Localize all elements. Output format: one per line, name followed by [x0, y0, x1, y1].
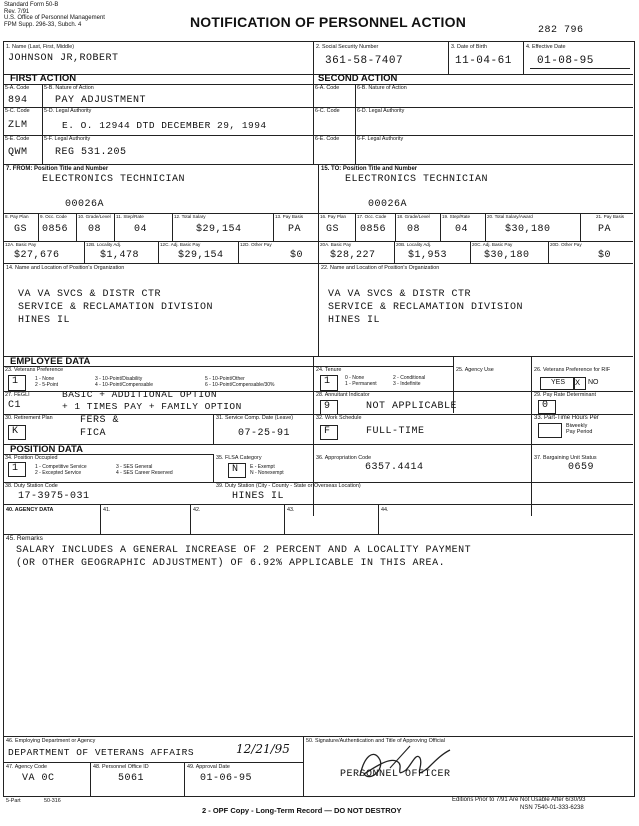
fegli-code: C1 — [8, 400, 22, 411]
position-options-col2: 3 - SES General 4 - SES Career Reserved — [116, 464, 173, 476]
to-grade: 08 — [407, 224, 421, 235]
authority-code: ZLM — [8, 120, 28, 131]
handwritten-date: 12/21/95 — [236, 742, 290, 756]
first-action-nature: PAY ADJUSTMENT — [55, 95, 147, 106]
from-occ-code: 0856 — [42, 224, 69, 235]
position-options-col1: 1 - Competitive Service 2 - Excepted Service — [35, 464, 87, 476]
bargaining-unit-status: 0659 — [568, 462, 595, 473]
tenure-options-col2: 2 - Conditional 3 - Indefinite — [393, 375, 426, 387]
pref-options-col3: 5 - 10-Point/Other 6 - 10-Point/Compensable/30% — [205, 376, 275, 388]
from-step: 04 — [134, 224, 148, 235]
rif-no-mark: X — [575, 378, 581, 388]
work-schedule-value: FULL-TIME — [366, 426, 425, 437]
remarks-text: SALARY INCLUDES A GENERAL INCREASE OF 2 PERCENT AND A LOCALITY PAYMENT (OR OTHER GEOGRAPHIC ADJUSTMENT) OF 6.92% APPLICABLE IN THIS AREA. — [16, 545, 472, 569]
to-organization: VA VA SVCS & DISTR CTR SERVICE & RECLAMATION DIVISION HINES IL — [328, 289, 524, 326]
duty-station-code: 17-3975-031 — [18, 491, 90, 502]
work-schedule-code: F — [324, 426, 331, 437]
ssn-value: 361-58-7407 — [325, 55, 404, 67]
to-locality-adj: $1,953 — [408, 250, 448, 261]
to-step: 04 — [455, 224, 469, 235]
legal-authority-2: REG 531.205 — [55, 147, 127, 158]
second-action-heading: SECOND ACTION — [318, 73, 398, 84]
personnel-office-id: 5061 — [118, 773, 145, 784]
to-occ-code: 0856 — [360, 224, 387, 235]
to-pay-plan: GS — [326, 224, 340, 235]
to-basic-pay: $28,227 — [330, 250, 376, 261]
from-pay-plan: GS — [14, 224, 28, 235]
from-grade: 08 — [88, 224, 102, 235]
fegli-description: BASIC + ADDITIONAL OPTION + 1 TIMES PAY + FAMILY OPTION — [62, 389, 242, 412]
part-time-hours-box — [538, 423, 562, 438]
to-adj-basic-pay: $30,180 — [484, 250, 530, 261]
agency-data-label: 40. AGENCY DATA — [6, 507, 54, 513]
from-organization: VA VA SVCS & DISTR CTR SERVICE & RECLAMATION DIVISION HINES IL — [18, 289, 214, 326]
appropriation-code: 6357.4414 — [365, 462, 424, 473]
flsa-value: N — [232, 464, 239, 475]
agency-code: VA 0C — [22, 773, 55, 784]
dob-value: 11-04-61 — [455, 55, 512, 67]
approving-official-title: PERSONNEL OFFICER — [340, 769, 451, 780]
pref-options-col2: 3 - 10-Point/Disability 4 - 10-Point/Compensable — [95, 376, 154, 388]
from-basic-pay: $27,676 — [14, 250, 60, 261]
to-pay-basis: PA — [598, 224, 612, 235]
from-locality-adj: $1,478 — [100, 250, 140, 261]
from-total-salary: $29,154 — [196, 224, 242, 235]
annuitant-code: 9 — [324, 401, 331, 412]
form-identification: Standard Form 50-B Rev. 7/91 U.S. Office of Personnel Management FPM Supp. 296-33, Subch. 4 — [4, 2, 105, 28]
retirement-code: K — [12, 426, 19, 437]
from-position-title: ELECTRONICS TECHNICIAN — [42, 174, 186, 185]
document-number: 282 796 — [538, 25, 584, 36]
employee-name: JOHNSON JR,ROBERT — [8, 53, 119, 64]
first-action-code: 894 — [8, 95, 28, 106]
position-occupied-value: 1 — [12, 463, 19, 474]
service-comp-date: 07-25-91 — [238, 428, 291, 439]
paydet-value: 0 — [542, 400, 549, 411]
effective-date: 01-08-95 — [537, 55, 594, 67]
annuitant-value: NOT APPLICABLE — [366, 401, 458, 412]
signature-scribble — [350, 738, 460, 788]
legal-authority: E. O. 12944 DTD DECEMBER 29, 1994 — [62, 120, 267, 131]
copy-designation: 2 - OPF Copy - Long-Term Record — DO NOT DESTROY — [202, 806, 402, 815]
from-other-pay: $0 — [290, 250, 304, 261]
from-position-number: 00026A — [65, 199, 105, 210]
veterans-pref-value: 1 — [12, 376, 19, 387]
duty-station: HINES IL — [232, 491, 285, 502]
retirement-plan: FERS & FICA — [80, 415, 120, 439]
tenure-value: 1 — [324, 376, 331, 387]
from-adj-basic-pay: $29,154 — [178, 250, 224, 261]
to-total-salary: $30,180 — [505, 224, 551, 235]
approval-date: 01-06-95 — [200, 773, 253, 784]
form-title: NOTIFICATION OF PERSONNEL ACTION — [190, 14, 467, 30]
first-action-heading: FIRST ACTION — [10, 73, 77, 84]
to-other-pay: $0 — [598, 250, 612, 261]
employee-data-heading: EMPLOYEE DATA — [10, 356, 91, 367]
tenure-options-col1: 0 - None 1 - Permanent — [345, 375, 377, 387]
position-data-heading: POSITION DATA — [10, 444, 84, 455]
pref-options-col1: 1 - None 2 - 5-Point — [35, 376, 59, 388]
to-position-title: ELECTRONICS TECHNICIAN — [345, 174, 489, 185]
to-position-number: 00026A — [368, 199, 408, 210]
flsa-options: E - Exempt N - Nonexempt — [250, 464, 284, 476]
employing-department: DEPARTMENT OF VETERANS AFFAIRS — [8, 747, 195, 758]
authority-code-2: QWM — [8, 147, 28, 158]
from-pay-basis: PA — [288, 224, 302, 235]
